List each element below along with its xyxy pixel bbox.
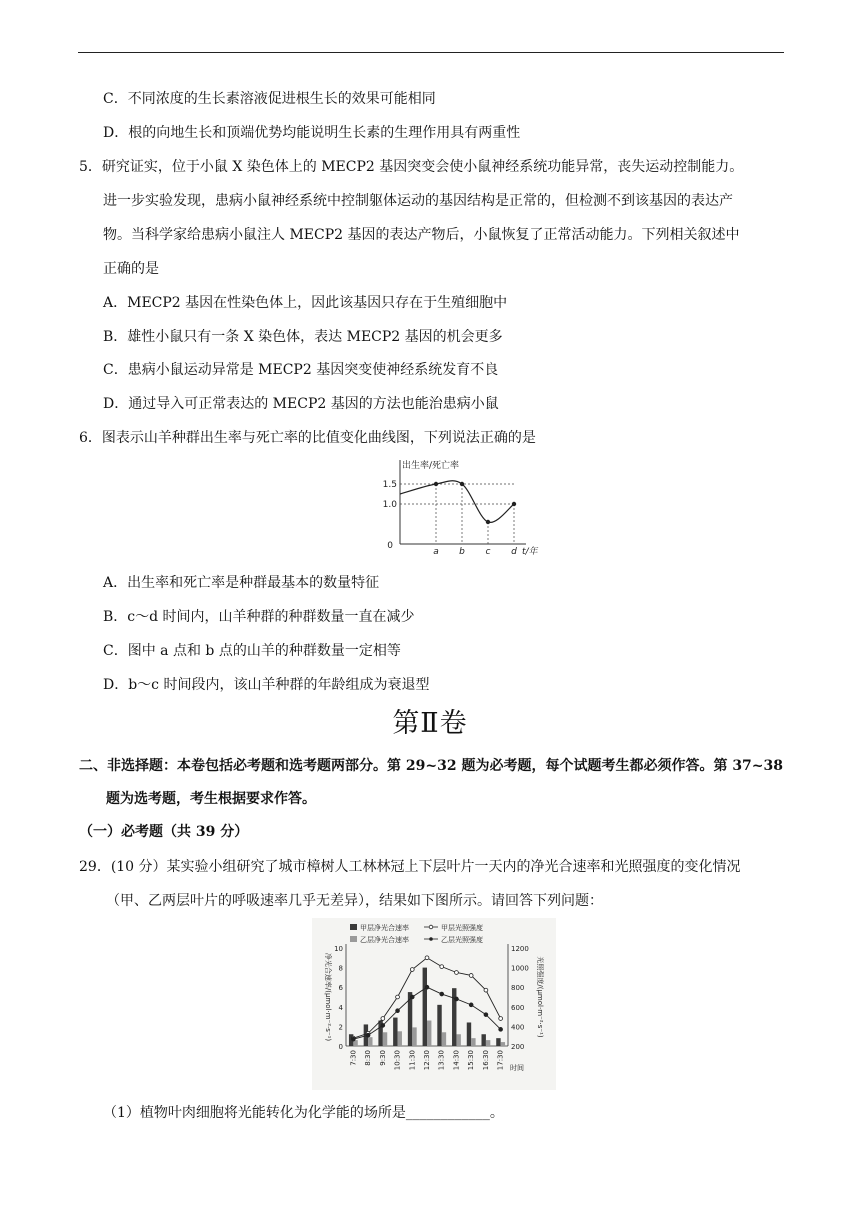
left-tick-label: 2 <box>338 1023 343 1032</box>
legend-label: 甲层光照强度 <box>441 924 483 932</box>
x-tick-label: b <box>459 547 465 557</box>
right-tick-label: 800 <box>511 984 525 993</box>
light-point-b <box>440 992 444 996</box>
x-tick-label: 9:30 <box>378 1050 387 1066</box>
required-heading: （一）必考题（共 39 分） <box>79 824 249 840</box>
bar-layer-a <box>393 1018 397 1046</box>
x-tick-label: 12:30 <box>423 1050 431 1071</box>
q5-stem-line-1: 5．研究证实，位于小鼠 X 染色体上的 MECP2 基因突变会使小鼠神经系统功能异常，丧失运动控制能力。 <box>79 159 744 175</box>
legend-label: 甲层净光合速率 <box>360 924 409 932</box>
section-instructions-1: 二、非选择题：本卷包括必考题和选考题两部分。第 29~32 题为必考题，每个试题考生都必须作答。第 37~38 <box>79 758 784 774</box>
light-point-a <box>469 974 473 978</box>
bar-layer-a <box>467 1022 471 1046</box>
left-tick-label: 4 <box>338 1003 343 1012</box>
legend-swatch-bar-b <box>350 936 357 942</box>
x-tick-label: a <box>433 547 439 557</box>
bar-layer-b <box>501 1042 505 1046</box>
birth-death-ratio-chart <box>370 456 542 564</box>
q4-option-c: C．不同浓度的生长素溶液促进根生长的效果可能相同 <box>103 91 436 107</box>
bar-layer-b <box>427 1021 431 1046</box>
bar-layer-b <box>486 1040 490 1046</box>
light-point-a <box>499 1017 503 1021</box>
left-axis-label: 净光合速率/(μmol·m⁻²·s⁻¹) <box>324 952 332 1042</box>
bar-layer-a <box>481 1034 485 1046</box>
legend-swatch-bar-a <box>350 924 357 930</box>
light-point-b <box>469 1003 473 1007</box>
right-tick-label: 200 <box>511 1043 525 1051</box>
bar-layer-a <box>437 1005 441 1046</box>
data-point <box>434 482 438 486</box>
legend-label: 乙层净光合速率 <box>360 936 409 944</box>
q6-option-c: C．图中 a 点和 b 点的山羊的种群数量一定相等 <box>103 643 401 659</box>
bar-layer-b <box>368 1037 372 1046</box>
left-tick-label: 8 <box>338 964 343 973</box>
x-tick-label: 8:30 <box>364 1050 373 1066</box>
x-tick-label: 16:30 <box>481 1050 490 1071</box>
q29-stem-line-2: （甲、乙两层叶片的呼吸速率几乎无差异），结果如下图所示。请回答下列问题： <box>106 893 603 909</box>
right-tick-label: 400 <box>511 1023 525 1032</box>
q5-option-c: C．患病小鼠运动异常是 MECP2 基因突变使神经系统发育不良 <box>103 362 499 378</box>
y-tick-label: 1.5 <box>382 480 397 490</box>
q4-option-d: D．根的向地生长和顶端优势均能说明生长素的生理作用具有两重性 <box>103 125 521 141</box>
q5-option-b: B．雄性小鼠只有一条 X 染色体，表达 MECP2 基因的机会更多 <box>103 329 503 345</box>
q6-option-b: B．c～d 时间内，山羊种群的种群数量一直在减少 <box>103 609 415 625</box>
right-tick-label: 1000 <box>511 964 529 973</box>
section-title: 第Ⅱ卷 <box>392 708 468 739</box>
q29-sub-question-1: （1）植物叶肉细胞将光能转化为化学能的场所是____________。 <box>103 1105 504 1121</box>
bar-layer-b <box>442 1032 446 1046</box>
bar-layer-b <box>398 1031 402 1046</box>
light-point-b <box>396 1009 400 1013</box>
light-point-a <box>440 965 444 969</box>
left-tick-label: 10 <box>334 945 343 953</box>
light-point-b <box>425 985 429 989</box>
x-tick-label: 11:30 <box>408 1050 417 1071</box>
light-point-b <box>499 1027 503 1031</box>
data-point <box>512 502 516 506</box>
light-point-b <box>351 1037 355 1041</box>
light-point-b <box>381 1024 385 1028</box>
bar-layer-a <box>423 968 427 1046</box>
right-axis-label: 光照强度/(μmol·m⁻²·s⁻¹) <box>536 956 544 1038</box>
q5-stem-line-3: 物。当科学家给患病小鼠注人 MECP2 基因的表达产物后，小鼠恢复了正常活动能力。下列相关叙述中 <box>103 227 740 243</box>
light-point-b <box>366 1033 370 1037</box>
x-tick-label: 15:30 <box>467 1050 476 1071</box>
x-axis-label: t/年 <box>522 547 538 557</box>
ratio-curve <box>400 481 514 523</box>
bar-layer-b <box>456 1034 460 1046</box>
q5-stem-line-4: 正确的是 <box>103 261 159 277</box>
left-tick-label: 6 <box>338 984 343 993</box>
bar-layer-b <box>471 1038 475 1046</box>
data-point <box>460 482 464 486</box>
bar-layer-b <box>412 1027 416 1046</box>
light-point-a <box>455 971 459 975</box>
header-rule <box>78 52 784 53</box>
q6-option-a: A．出生率和死亡率是种群最基本的数量特征 <box>103 575 380 591</box>
x-tick-label: 7:30 <box>349 1050 358 1066</box>
y-tick-label: 1.0 <box>382 500 397 510</box>
light-point-a <box>381 1017 385 1021</box>
light-point-a <box>410 968 414 972</box>
light-point-b <box>410 995 414 999</box>
legend-marker-b <box>429 937 433 941</box>
x-tick-label: c <box>485 547 491 557</box>
x-tick-label: 10:30 <box>393 1050 402 1071</box>
light-point-b <box>455 997 459 1001</box>
q5-stem-line-2: 进一步实验发现，患病小鼠神经系统中控制躯体运动的基因结构是正常的，但检测不到该基因的表达产 <box>103 193 733 209</box>
q29-stem-line-1: 29．(10 分）某实验小组研究了城市樟树人工林林冠上下层叶片一天内的净光合速率和光照强度的变化情况 <box>79 859 741 875</box>
y-axis-label: 出生率/死亡率 <box>402 461 460 471</box>
bar-layer-a <box>496 1038 500 1046</box>
q5-option-a: A．MECP2 基因在性染色体上，因此该基因只存在于生殖细胞中 <box>103 295 508 311</box>
q6-stem: 6．图表示山羊种群出生率与死亡率的比值变化曲线图，下列说法正确的是 <box>79 430 536 446</box>
section-instructions-2: 题为选考题，考生根据要求作答。 <box>106 791 316 807</box>
origin-label: 0 <box>387 541 393 551</box>
x-tick-label: 17:30 <box>496 1050 505 1071</box>
x-tick-label: 13:30 <box>437 1050 446 1071</box>
photosynthesis-light-chart <box>312 918 556 1090</box>
light-point-a <box>396 995 400 999</box>
x-tick-label: 14:30 <box>452 1050 461 1071</box>
q6-option-d: D．b～c 时间段内，该山羊种群的年龄组成为衰退型 <box>103 677 430 693</box>
legend-marker-a <box>429 925 433 929</box>
q5-option-d: D．通过导入可正常表达的 MECP2 基因的方法也能治患病小鼠 <box>103 396 499 412</box>
light-point-b <box>484 1013 488 1017</box>
x-axis-label: 时间 <box>510 1064 524 1072</box>
x-tick-label: d <box>511 547 517 557</box>
right-tick-label: 600 <box>511 1003 525 1012</box>
bar-layer-b <box>383 1032 387 1046</box>
left-tick-label: 0 <box>338 1043 343 1051</box>
light-point-a <box>425 956 429 960</box>
data-point <box>486 520 490 524</box>
legend-label: 乙层光照强度 <box>441 936 483 944</box>
right-tick-label: 1200 <box>511 945 529 953</box>
light-point-a <box>484 988 488 992</box>
